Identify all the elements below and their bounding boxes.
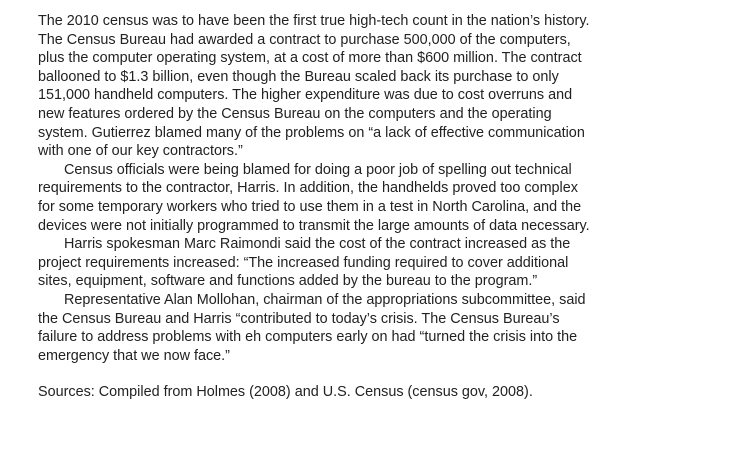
text-line: emergency that we now face.” (38, 347, 230, 364)
text-line: project requirements increased: “The increased funding required to cover additional (38, 254, 569, 271)
paragraph-1 (38, 12, 698, 161)
document-body (38, 12, 698, 402)
text-line: the Census Bureau and Harris “contributed to today’s crisis. The Census Bureau’s (38, 310, 560, 327)
text-line: Census officials were being blamed for doing a poor job of spelling out technical (64, 161, 572, 178)
text-line: 151,000 handheld computers. The higher expenditure was due to cost overruns and (38, 87, 573, 104)
sources-text: Sources: Compiled from Holmes (2008) and U.S. Census (census gov, 2008). (38, 384, 533, 401)
text-line: with one of our key contractors.” (38, 143, 243, 160)
text-line: devices were not initially programmed to transmit the large amounts of data necessary. (38, 217, 590, 234)
text-line: sites, equipment, software and functions added by the bureau to the program.” (38, 273, 538, 290)
text-line: failure to address problems with eh computers early on had “turned the crisis into the (38, 329, 578, 346)
text-line: for some temporary workers who tried to use them in a test in North Carolina, and the (38, 198, 582, 215)
sources-note (38, 383, 698, 402)
text-line: Representative Alan Mollohan, chairman of the appropriations subcommittee, said (64, 291, 586, 308)
text-line: requirements to the contractor, Harris. In addition, the handhelds proved too complex (38, 180, 578, 197)
text-line: system. Gutierrez blamed many of the problems on “a lack of effective communication (38, 124, 585, 141)
paragraph-4 (38, 291, 698, 365)
paragraph-3 (38, 235, 698, 291)
paragraph-2 (38, 161, 698, 235)
text-line: plus the computer operating system, at a cost of more than $600 million. The contract (38, 50, 582, 67)
text-line: new features ordered by the Census Bureau on the computers and the operating (38, 105, 552, 122)
text-line: Harris spokesman Marc Raimondi said the cost of the contract increased as the (64, 236, 571, 253)
text-line: The Census Bureau had awarded a contract to purchase 500,000 of the computers, (38, 31, 571, 48)
text-line: The 2010 census was to have been the first true high-tech count in the nation’s history. (38, 13, 590, 29)
text-line: ballooned to $1.3 billion, even though the Bureau scaled back its purchase to only (38, 68, 559, 85)
